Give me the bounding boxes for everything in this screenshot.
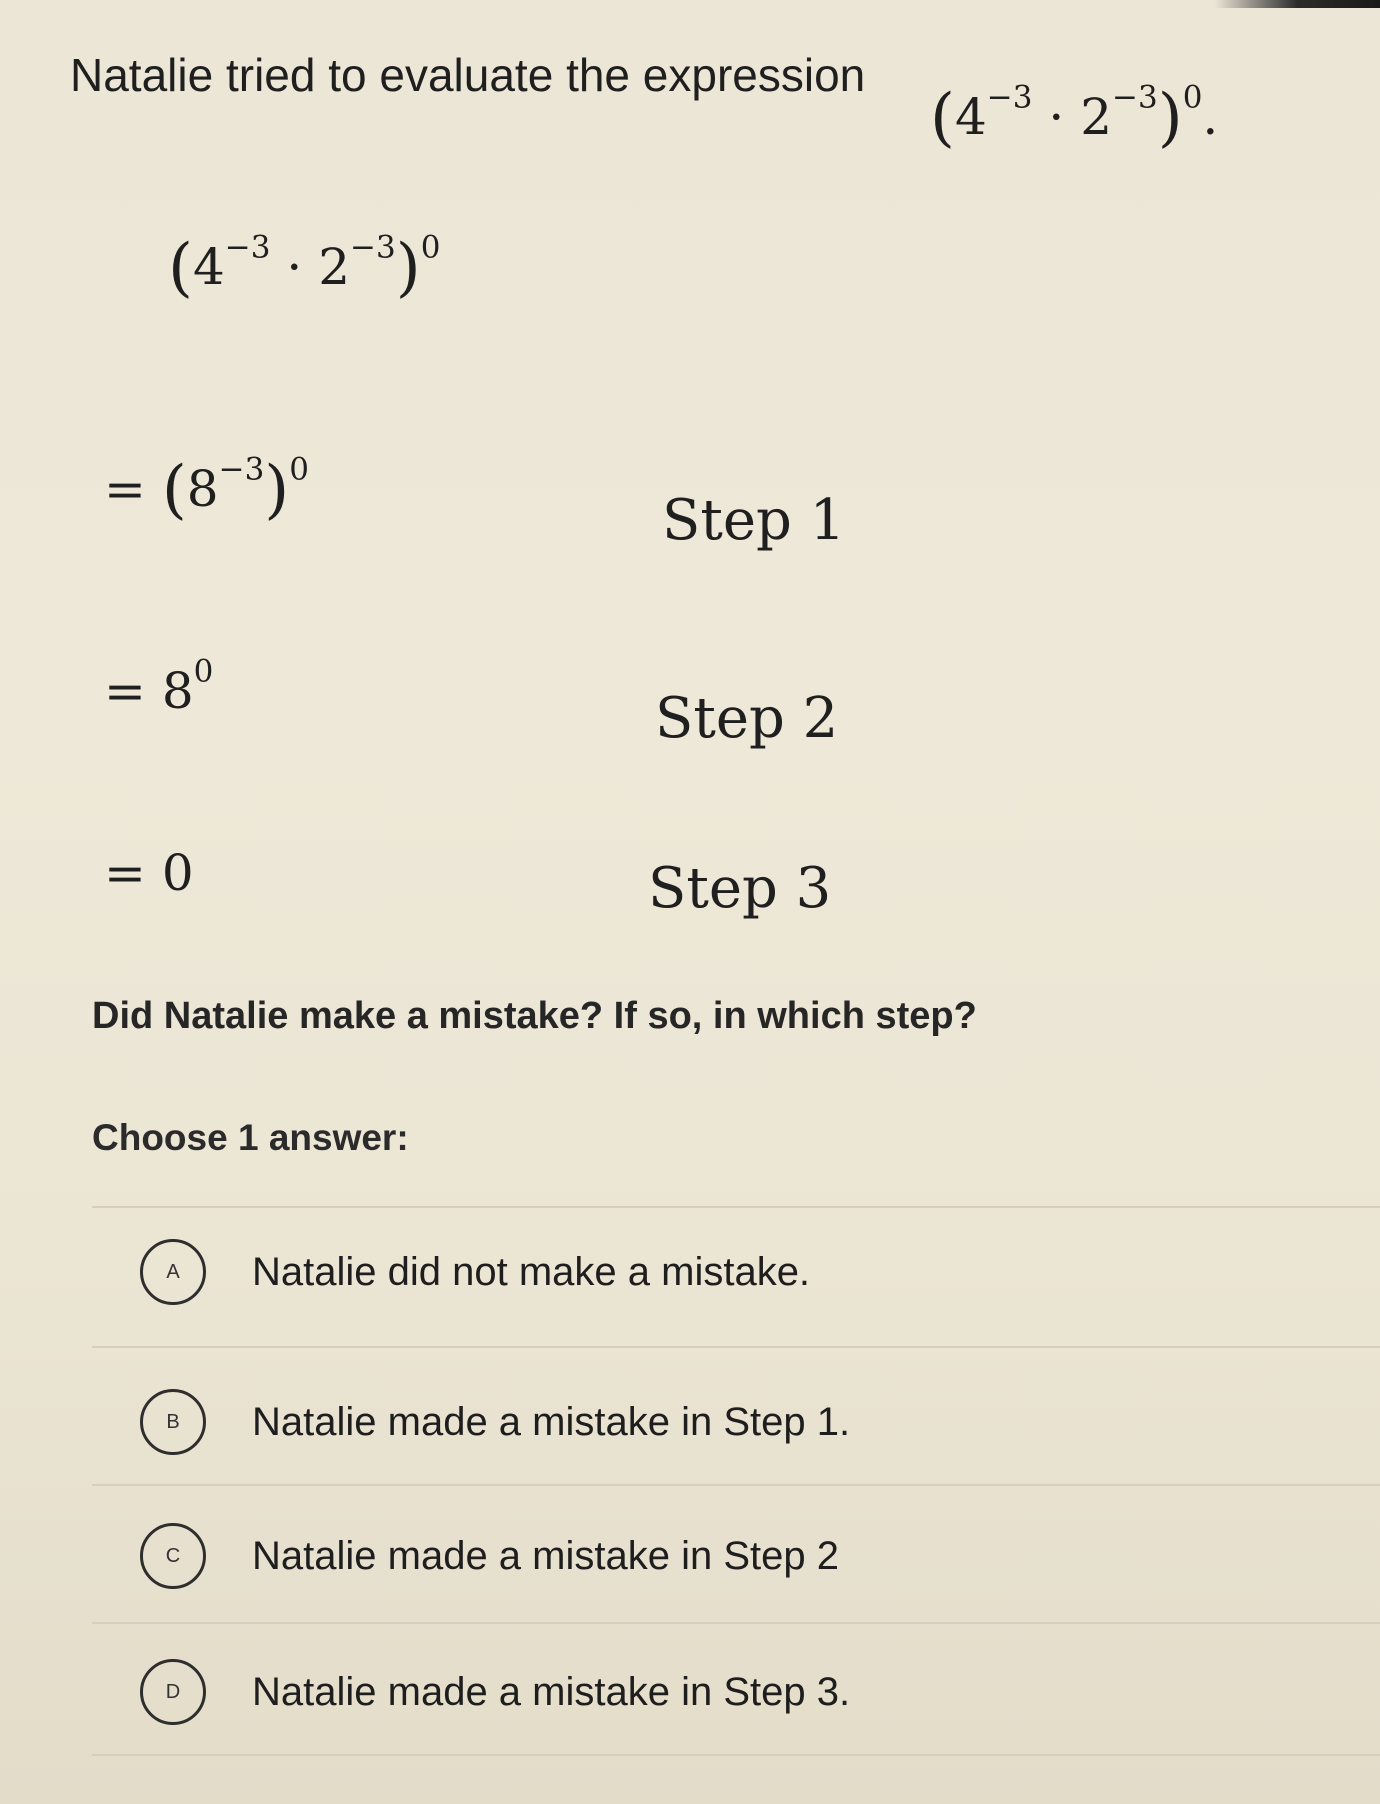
close-paren: ) [1157, 81, 1183, 156]
exponent: −3 [224, 229, 271, 266]
step-1-label: Step 1 [662, 488, 846, 553]
base-8: 8 [161, 662, 194, 720]
work-line-1 [104, 451, 309, 528]
base-4: 4 [954, 88, 987, 146]
intro-text: Natalie tried to evaluate the expression [70, 49, 866, 101]
equals-sign: = [104, 662, 146, 720]
equals-sign: = [104, 844, 146, 902]
exponent: −3 [986, 79, 1033, 116]
answer-option-c[interactable] [140, 1516, 1340, 1596]
exponent: −3 [1112, 79, 1158, 116]
base-8: 8 [186, 460, 219, 518]
option-b-text: Natalie made a mistake in Step 1. [252, 1399, 851, 1444]
answer-option-d[interactable] [140, 1652, 1340, 1732]
divider [92, 1622, 1380, 1624]
radio-c[interactable]: C [140, 1523, 206, 1589]
divider [92, 1484, 1380, 1486]
base-2: 2 [318, 238, 351, 296]
exponent: −3 [350, 229, 396, 266]
work-line-0 [168, 229, 441, 306]
open-paren: ( [930, 81, 955, 156]
result-value: 0 [161, 844, 194, 902]
period: . [1202, 88, 1219, 146]
open-paren: ( [168, 231, 193, 306]
choose-instruction: Choose 1 answer: [92, 1117, 409, 1158]
option-d-text: Natalie made a mistake in Step 3. [252, 1669, 851, 1714]
option-c-text: Natalie made a mistake in Step 2 [252, 1533, 839, 1578]
work-line-3 [104, 844, 194, 902]
exponent: 0 [193, 653, 214, 690]
outer-exponent: 0 [420, 229, 441, 266]
divider [92, 1346, 1380, 1348]
radio-a[interactable]: A [140, 1239, 206, 1305]
close-paren: ) [264, 453, 290, 528]
close-paren: ) [395, 231, 421, 306]
multiply-dot: · [286, 238, 303, 296]
top-edge [0, 0, 1380, 8]
problem-intro [70, 48, 865, 102]
radio-d[interactable]: D [140, 1659, 206, 1725]
question-text: Did Natalie make a mistake? If so, in which step? [92, 995, 977, 1037]
exponent: −3 [218, 451, 265, 488]
outer-exponent: 0 [1182, 79, 1203, 116]
step-2-label: Step 2 [655, 686, 839, 751]
intro-expression [930, 79, 1219, 156]
outer-exponent: 0 [289, 451, 309, 488]
divider [92, 1206, 1380, 1208]
option-a-text: Natalie did not make a mistake. [252, 1249, 811, 1294]
multiply-dot: · [1048, 88, 1065, 146]
answer-option-a[interactable] [140, 1232, 1340, 1312]
open-paren: ( [161, 453, 187, 528]
work-line-2 [104, 653, 214, 720]
divider [92, 1754, 1380, 1756]
equals-sign: = [104, 460, 146, 518]
radio-b[interactable]: B [140, 1389, 206, 1455]
base-2: 2 [1080, 88, 1113, 146]
answer-option-b[interactable] [140, 1382, 1340, 1462]
step-3-label: Step 3 [648, 856, 832, 921]
base-4: 4 [192, 238, 225, 296]
